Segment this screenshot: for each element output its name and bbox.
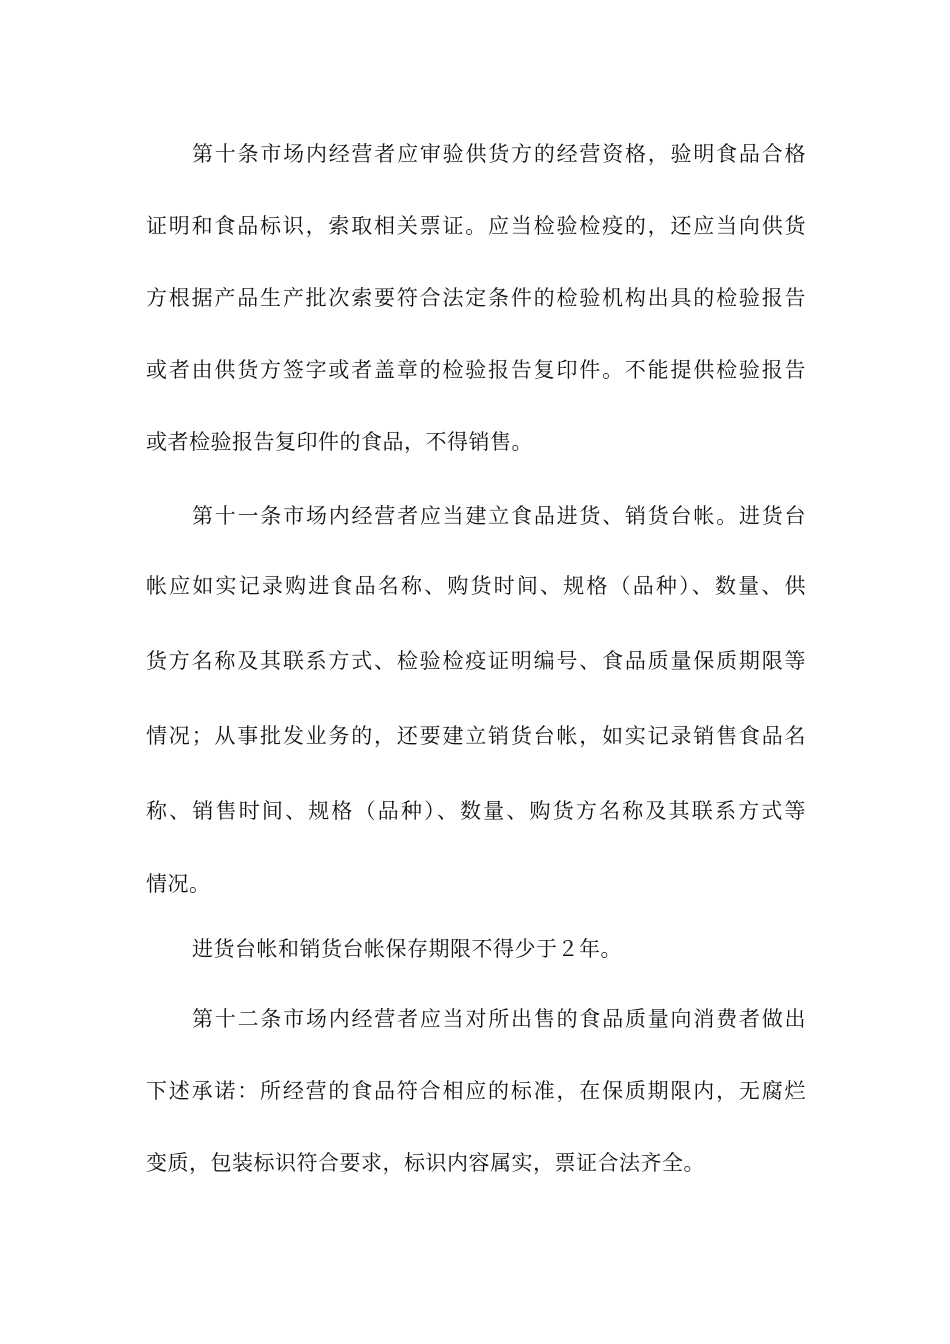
text-line: 货方名称及其联系方式、检验检疫证明编号、食品质量保质期限等 xyxy=(146,649,806,673)
text-line: 情况。 xyxy=(146,872,211,896)
text-line: 证明和食品标识，索取相关票证。应当检验检疫的，还应当向供货 xyxy=(146,214,806,238)
text-line: 进货台帐和销货台帐保存期限不得少于２年。 xyxy=(192,937,622,961)
text-line: 称、销售时间、规格（品种）、数量、购货方名称及其联系方式等 xyxy=(146,799,806,823)
text-line: 下述承诺：所经营的食品符合相应的标准，在保质期限内，无腐烂 xyxy=(146,1079,806,1103)
text-line: 或者由供货方签字或者盖章的检验报告复印件。不能提供检验报告 xyxy=(146,358,806,382)
text-line: 第十二条市场内经营者应当对所出售的食品质量向消费者做出 xyxy=(192,1007,806,1031)
text-line: 帐应如实记录购进食品名称、购货时间、规格（品种）、数量、供 xyxy=(146,574,806,598)
text-line: 或者检验报告复印件的食品，不得销售。 xyxy=(146,430,533,454)
text-line: 变质，包装标识符合要求，标识内容属实，票证合法齐全。 xyxy=(146,1151,705,1175)
text-line: 情况；从事批发业务的，还要建立销货台帐，如实记录销售食品名 xyxy=(146,724,806,748)
text-line: 第十条市场内经营者应审验供货方的经营资格，验明食品合格 xyxy=(192,142,806,166)
text-line: 第十一条市场内经营者应当建立食品进货、销货台帐。进货台 xyxy=(192,504,806,528)
text-line: 方根据产品生产批次索要符合法定条件的检验机构出具的检验报告 xyxy=(146,286,806,310)
